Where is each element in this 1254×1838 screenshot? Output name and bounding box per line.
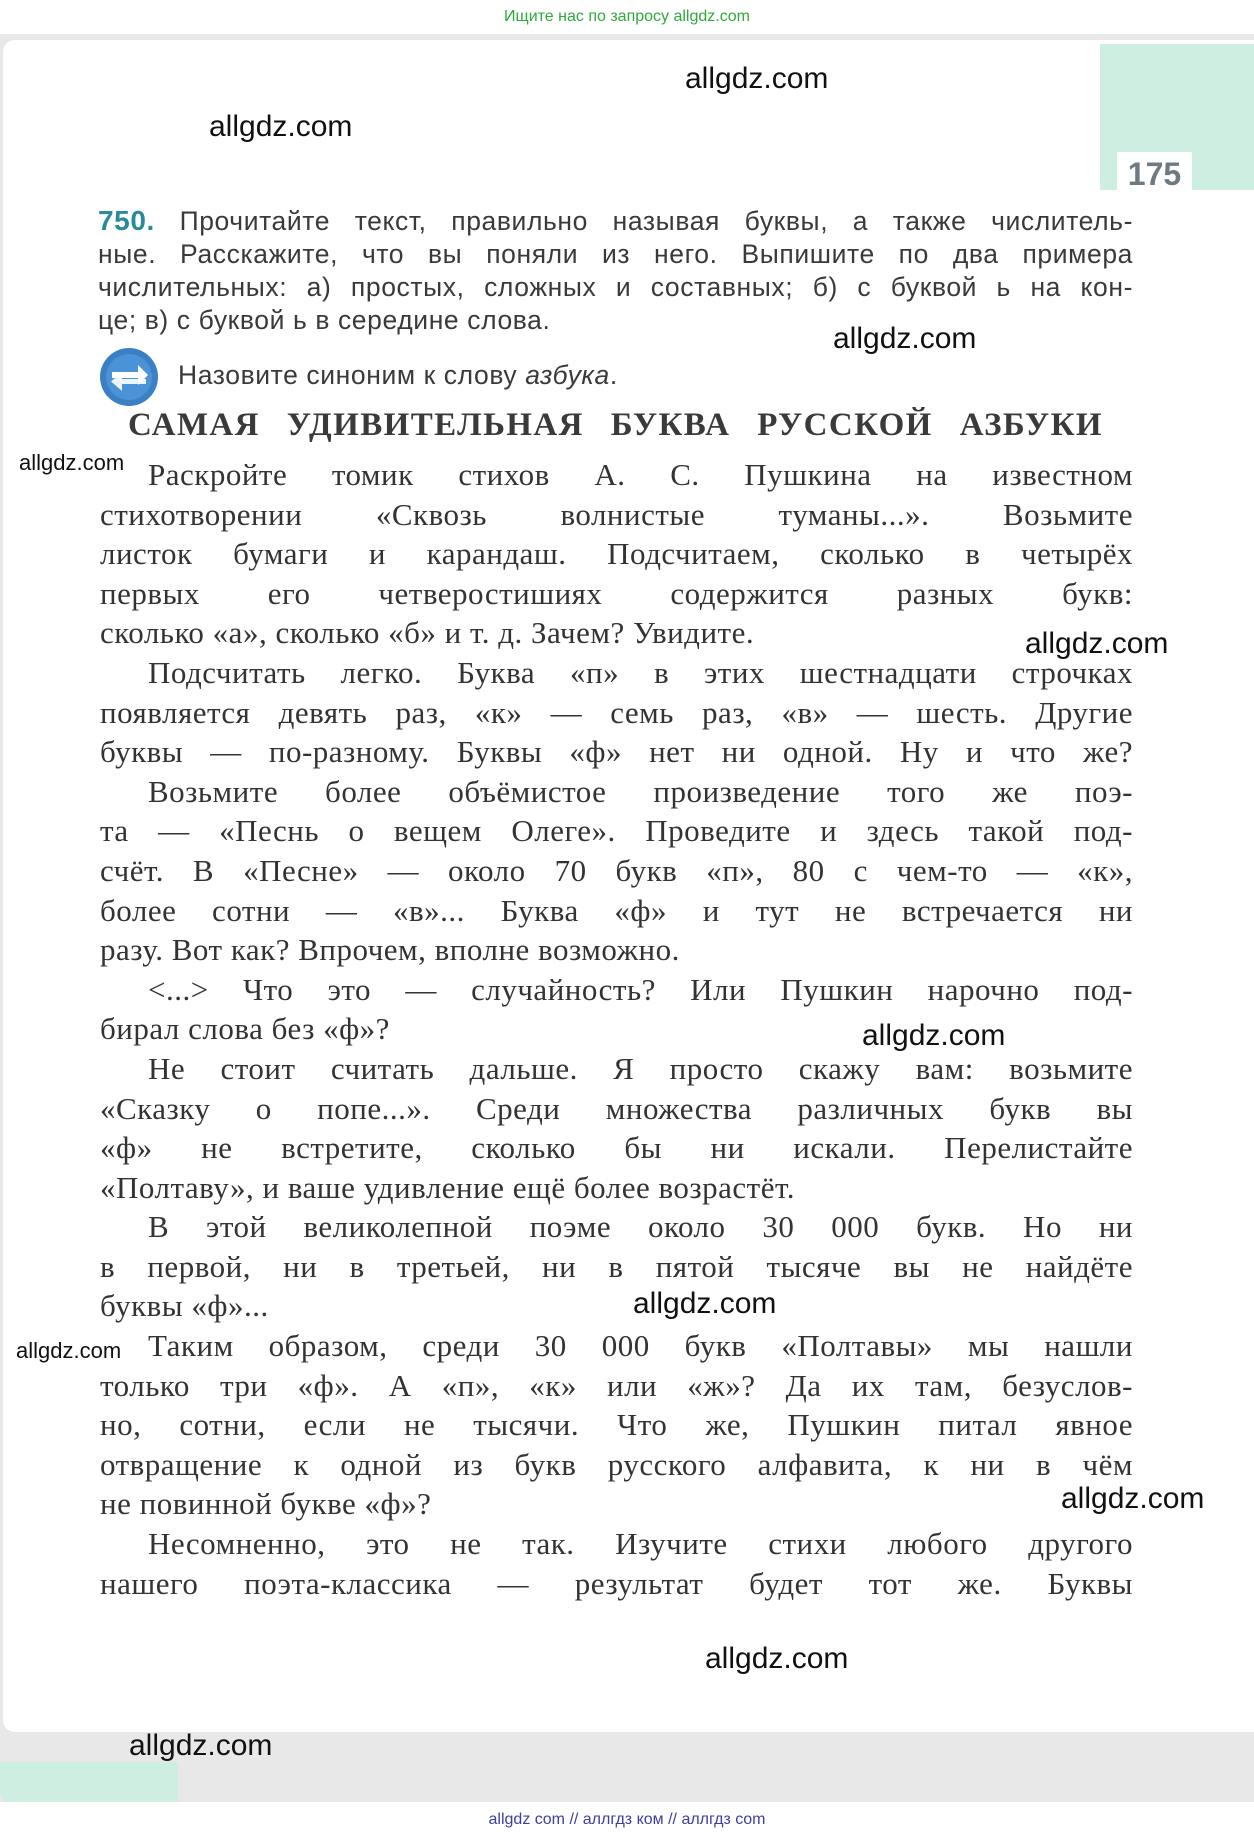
body-line: «Сказку о попе...». Среди множества различных букв вы bbox=[100, 1090, 1133, 1126]
body-line: счёт. В «Песне» — около 70 букв «п», 80 с чем-то — «к», bbox=[100, 852, 1133, 888]
task-line bbox=[98, 204, 1133, 238]
watermark: allgdz.com bbox=[1025, 627, 1169, 660]
body-line: Раскройте томик стихов А. С. Пушкина на известном bbox=[148, 457, 1133, 492]
synonym-task bbox=[98, 346, 898, 406]
body-line: буквы — по-разному. Буквы «ф» нет ни одной. Ну и что же? bbox=[100, 734, 1133, 770]
body-line: сколько «а», сколько «б» и т. д. Зачем? Увидите. bbox=[100, 615, 755, 651]
body-line: нашего поэта-классика — результат будет тот же. Буквы bbox=[100, 1565, 1133, 1601]
body-line: листок бумаги и карандаш. Подсчитаем, сколько в четырёх bbox=[100, 536, 1133, 572]
task-number: 750. bbox=[98, 205, 155, 236]
body-line: появляется девять раз, «к» — семь раз, «в» — шесть. Другие bbox=[100, 694, 1133, 730]
body-line: буквы «ф»... bbox=[100, 1288, 269, 1324]
watermark: allgdz.com bbox=[1061, 1482, 1205, 1515]
task-line-text: Прочитайте текст, правильно называя буквы, а также числитель- bbox=[179, 206, 1133, 236]
body-line: отвращение к одной из букв русского алфавита, к ни в чём bbox=[100, 1446, 1133, 1482]
synonym-word: азбука bbox=[525, 360, 610, 390]
watermark: allgdz.com bbox=[862, 1019, 1006, 1052]
body-line: только три «ф». А «п», «к» или «ж»? Да их там, безуслов- bbox=[100, 1367, 1133, 1403]
watermark: allgdz.com bbox=[129, 1729, 273, 1762]
footer-banner[interactable]: allgdz com // аллгдз ком // аллгдз com bbox=[0, 1802, 1254, 1838]
body-line: стихотворении «Сквозь волнистые туманы...». Возьмите bbox=[100, 496, 1133, 532]
top-banner[interactable]: Ищите нас по запросу allgdz.com bbox=[0, 0, 1254, 34]
body-line: та — «Песнь о вещем Олеге». Проведите и здесь такой под- bbox=[100, 813, 1133, 849]
watermark: allgdz.com bbox=[705, 1642, 849, 1675]
body-line: Возьмите более объёмистое произведение того же поэ- bbox=[148, 773, 1133, 809]
task-line: це; в) с буквой ь в середине слова. bbox=[98, 305, 551, 335]
body-line: разу. Вот как? Впрочем, вполне возможно. bbox=[100, 932, 680, 968]
body-line: Подсчитать легко. Буква «п» в этих шестнадцати строчках bbox=[148, 654, 1133, 690]
watermark: allgdz.com bbox=[633, 1287, 777, 1320]
body-line: не повинной букве «ф»? bbox=[100, 1486, 432, 1522]
synonym-text: Назовите синоним к слову bbox=[178, 360, 518, 390]
body-line: В этой великолепной поэме около 30 000 букв. Но ни bbox=[148, 1209, 1133, 1245]
body-line: более сотни — «в»... Буква «ф» и тут не встречается ни bbox=[100, 892, 1133, 928]
task-instructions bbox=[98, 204, 1133, 337]
article-heading: САМАЯ УДИВИТЕЛЬНАЯ БУКВА РУССКОЙ АЗБУКИ bbox=[128, 407, 1103, 443]
watermark: allgdz.com bbox=[19, 450, 125, 475]
body-line: <...> Что это — случайность? Или Пушкин нарочно под- bbox=[148, 971, 1133, 1007]
body-line: «ф» не встретите, сколько бы ни искали. Перелистайте bbox=[100, 1130, 1133, 1166]
synonym-end: . bbox=[609, 360, 618, 390]
watermark: allgdz.com bbox=[209, 110, 353, 143]
body-line: Не стоит считать дальше. Я просто скажу вам: возьмите bbox=[148, 1050, 1133, 1086]
body-line: в первой, ни в третьей, ни в пятой тысяче вы не найдёте bbox=[100, 1248, 1133, 1284]
page-number: 175 bbox=[1117, 152, 1192, 196]
body-line: первых его четверостишиях содержится разных букв: bbox=[100, 575, 1133, 611]
synonym-question bbox=[178, 360, 618, 391]
task-line: ные. Расскажите, что вы поняли из него. Выпишите по два примера bbox=[98, 239, 1133, 269]
body-line: «Полтаву», и ваше удивление ещё более возрастёт. bbox=[100, 1169, 795, 1205]
swap-arrows-icon bbox=[98, 346, 160, 408]
body-line: бирал слова без «ф»? bbox=[100, 1011, 390, 1047]
body-line: Несомненно, это не так. Изучите стихи любого другого bbox=[148, 1526, 1133, 1562]
watermark: allgdz.com bbox=[685, 62, 829, 95]
watermark: allgdz.com bbox=[833, 322, 977, 355]
body-line: но, сотни, если не тысячи. Что же, Пушкин питал явное bbox=[100, 1407, 1133, 1443]
textbook-page bbox=[3, 40, 1254, 1732]
watermark: allgdz.com bbox=[16, 1338, 122, 1363]
body-line: Таким образом, среди 30 000 букв «Полтавы» мы нашли bbox=[148, 1328, 1133, 1364]
bottom-corner-tab bbox=[0, 1762, 178, 1802]
task-line: числительных: а) простых, сложных и составных; б) с буквой ь на кон- bbox=[98, 272, 1133, 302]
